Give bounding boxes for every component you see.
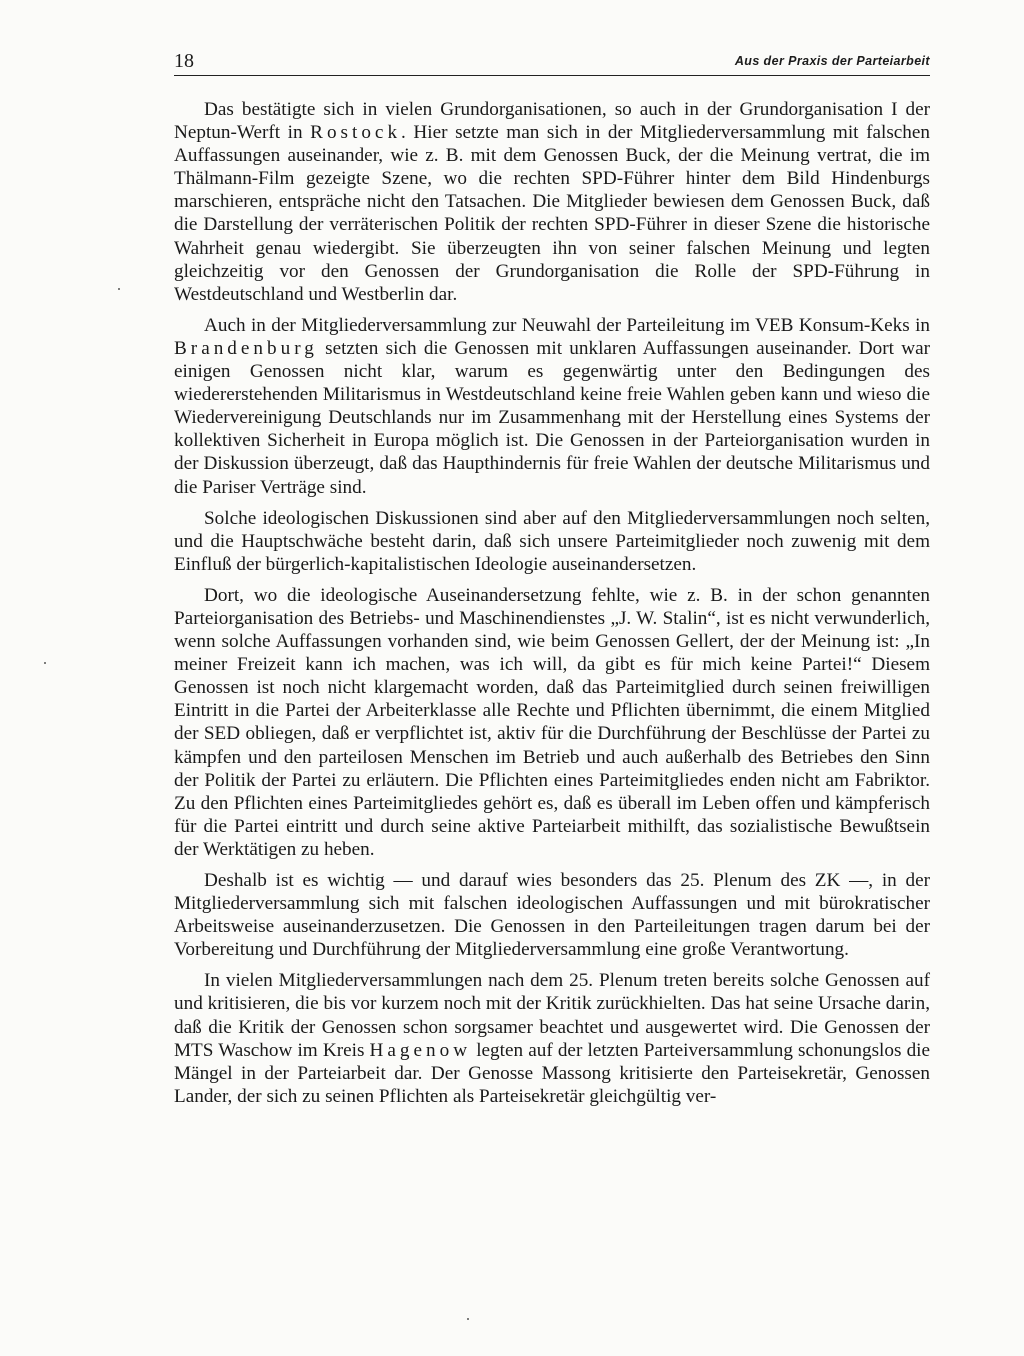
body-text xyxy=(174,98,930,1116)
paragraph-text: Das bestätigte sich in vielen Grundorganisationen, so auch in der Grundorganisation I der Neptun-Werft in xyxy=(174,99,930,144)
paragraph-text: . Hier setzte man sich in der Mitgliederversammlung mit falschen Auffassungen auseinander, wie z. B. mit dem Genossen Buck, der die Meinung vertrat, die im Thälmann-Film gezeigte Szene, wo die rechten SPD-Führer hinter dem Bild Hindenburgs marschieren, entspräche nicht den Tatsachen. Die Mitglieder bewiesen dem Genossen Buck, daß die Darstellung der verräterischen Politik der rechten SPD-Führer in dieser Szene die historische Wahrheit genau wiedergibt. Sie überzeugten ihn von seiner falschen Meinung und legten gleichzeitig vor den Genossen der Grundorganisation die Rolle der SPD-Führung in Westdeutschland und Westberlin dar. xyxy=(174,122,931,305)
header-rule xyxy=(174,75,930,76)
scan-speck xyxy=(44,662,46,664)
paragraph xyxy=(174,507,930,576)
emphasized-place-name: Brandenburg xyxy=(174,337,318,359)
paragraph-text: setzten sich die Genossen mit unklaren Auffassungen auseinander. Dort war einigen Genossen nicht klar, warum es gegenwärtig unter den Bedingungen des wiedererstehenden Militarismus in Westdeutschland keine freie Wahlen geben kann und wieso die Wiedervereinigung Deutschlands nur im Zusammenhang mit der Herstellung eines Systems der kollektiven Sicherheit in Europa möglich ist. Die Genossen in der Parteiorganisation wurden in der Diskussion überzeugt, daß das Haupthindernis für freie Wahlen der deutsche Militarismus und die Pariser Verträge sind. xyxy=(174,337,930,498)
paragraph-text: In vielen Mitgliederversammlungen nach dem 25. Plenum treten bereits solche Genossen auf und kritisieren, die bis vor kurzem noch mit der Kritik zurückhielten. Das hat seine Ursache darin, daß die Kritik der Genossen schon sorgsamer beachtet und ausgewertet wird. Die Genossen der MTS Waschow im Kreis xyxy=(174,970,930,1061)
scan-speck xyxy=(467,1318,469,1320)
paragraph-text: Deshalb ist es wichtig — und darauf wies besonders das 25. Plenum des ZK —, in der Mitgliederversammlung sich mit falschen ideologischen Auffassungen und mit bürokratischer Arbeitsweise auseinanderzusetzen. Die Genossen in den Parteileitungen tragen darum bei der Vorbereitung und Durchführung der Mitgliederversammlung eine große Verantwortung. xyxy=(174,870,930,961)
page-header xyxy=(174,48,930,76)
paragraph xyxy=(174,314,930,499)
paragraph-text: legten auf der letzten Parteiversammlung schonungslos die Mängel in der Parteiarbeit dar. Der Genosse Massong kritisierte den Parteisekretär, Genossen Lander, der sich zu seinen Pflichten als Parteisekretär gleichgültig ver- xyxy=(174,1039,931,1107)
paragraph xyxy=(174,584,930,861)
running-title: Aus der Praxis der Parteiarbeit xyxy=(734,54,930,68)
scan-speck xyxy=(118,288,120,290)
paragraph xyxy=(174,969,930,1108)
page-number: 18 xyxy=(174,50,194,72)
paragraph xyxy=(174,98,930,306)
paragraph-text: Dort, wo die ideologische Auseinandersetzung fehlte, wie z. B. in der schon genannten Parteiorganisation des Betriebs- und Maschinendienstes „J. W. Stalin“, ist es nicht verwunderlich, wenn solche Auffassungen vorhanden sind, wie beim Genossen Gellert, der der Meinung ist: „In meiner Freizeit kann ich machen, was ich will, da gibt es für mich keine Partei!“ Diesem Genossen ist noch nicht klargemacht worden, daß das Parteimitglied durch seinen freiwilligen Eintritt in die Partei der Arbeiterklasse alle Rechte und Pflichten übernimmt, die einem Mitglied der SED obliegen, daß er verpflichtet ist, aktiv für die Durchführung der Beschlüsse der Partei zu kämpfen und den parteilosen Menschen im Betrieb und auch außerhalb des Betriebes den Sinn der Politik der Partei zu erläutern. Die Pflichten eines Parteimitgliedes enden nicht am Fabriktor. Zu den Pflichten eines Parteimitgliedes gehört es, daß es überall im Leben offen und kämpferisch für die Partei eintritt und durch seine aktive Parteiarbeit mithilft, das sozialistische Bewußtsein der Werktätigen zu heben. xyxy=(174,584,930,860)
emphasized-place-name: Hagenow xyxy=(369,1039,472,1061)
paragraph-text: Solche ideologischen Diskussionen sind aber auf den Mitgliederversammlungen noch selten, und die Hauptschwäche besteht darin, daß sich unsere Parteimitglieder noch zuwenig mit dem Einfluß der bürgerlich-kapitalistischen Ideologie auseinandersetzen. xyxy=(174,507,930,575)
paragraph-text: Auch in der Mitgliederversammlung zur Neuwahl der Parteileitung im VEB Konsum-Keks in xyxy=(204,314,930,336)
emphasized-place-name: Rostock xyxy=(310,122,402,144)
paragraph xyxy=(174,869,930,961)
